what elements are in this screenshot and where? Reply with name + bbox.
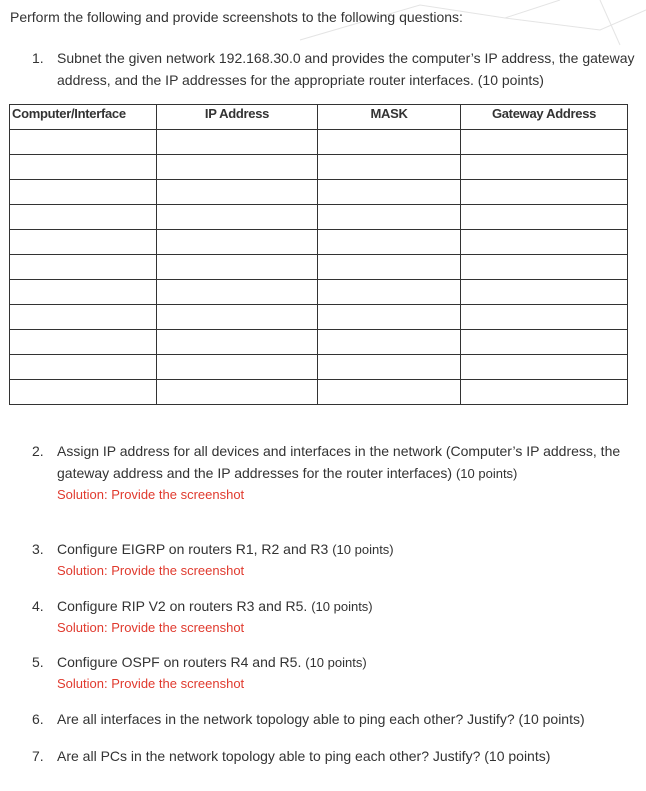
table-cell: [10, 330, 157, 355]
question-text: Assign IP address for all devices and interfaces in the network (Computer’s IP address, the gateway address and the IP addresses for the router interfaces): [57, 443, 621, 481]
table-row: [10, 305, 628, 330]
table-cell: [10, 255, 157, 280]
question-number: 4.: [32, 598, 44, 614]
table-cell: [461, 355, 628, 380]
question-text: Subnet the given network 192.168.30.0 and provides the computer’s IP address, the gateway address, and the IP addresses for the appropriate router interfaces. (10 points): [57, 50, 635, 88]
table-cell: [157, 230, 318, 255]
table-cell: [10, 205, 157, 230]
table-row: [10, 355, 628, 380]
table-cell: [10, 230, 157, 255]
table-cell: [10, 305, 157, 330]
table-cell: [157, 280, 318, 305]
question-number: 2.: [32, 443, 44, 459]
table-cell: [461, 330, 628, 355]
question-text: Are all PCs in the network topology able to ping each other? Justify? (10 points): [57, 748, 551, 764]
table-cell: [157, 180, 318, 205]
table-cell: [157, 255, 318, 280]
table-cell: [318, 355, 461, 380]
table-cell: [461, 155, 628, 180]
question-number: 7.: [32, 748, 44, 764]
question-text: Are all interfaces in the network topology able to ping each other? Justify? (10 points): [57, 711, 585, 727]
table-cell: [10, 155, 157, 180]
table-header-row: [10, 105, 628, 130]
table-cell: [157, 380, 318, 405]
solution-note: Solution: Provide the screenshot: [57, 620, 245, 635]
header-mask: MASK: [318, 105, 461, 130]
table-cell: [157, 205, 318, 230]
table-cell: [318, 205, 461, 230]
table-cell: [318, 180, 461, 205]
table-row: [10, 155, 628, 180]
table-row: [10, 130, 628, 155]
question-points: (10 points): [332, 542, 394, 557]
question-points: (10 points): [305, 655, 367, 670]
table-cell: [157, 155, 318, 180]
solution-note: Solution: Provide the screenshot: [57, 563, 245, 578]
table-cell: [157, 305, 318, 330]
intro-text: Perform the following and provide screenshots to the following questions:: [10, 9, 463, 25]
table-row: [10, 180, 628, 205]
table-row: [10, 380, 628, 405]
subnet-table: [9, 104, 628, 405]
table-cell: [318, 255, 461, 280]
table-cell: [461, 255, 628, 280]
table-cell: [461, 280, 628, 305]
table-cell: [157, 355, 318, 380]
table-cell: [10, 180, 157, 205]
table-cell: [318, 155, 461, 180]
table-cell: [318, 280, 461, 305]
table-cell: [318, 130, 461, 155]
question-points: (10 points): [455, 466, 518, 481]
table-cell: [157, 130, 318, 155]
solution-note: Solution: Provide the screenshot: [57, 487, 245, 502]
table-cell: [318, 230, 461, 255]
header-computer-interface: Computer/Interface: [10, 105, 157, 130]
question-number: 3.: [32, 541, 44, 557]
table-row: [10, 330, 628, 355]
table-row: [10, 205, 628, 230]
table-cell: [461, 230, 628, 255]
question-number: 6.: [32, 711, 44, 727]
question-points: (10 points): [311, 599, 373, 614]
table-row: [10, 280, 628, 305]
table-cell: [10, 280, 157, 305]
table-cell: [318, 305, 461, 330]
table-cell: [461, 205, 628, 230]
table-cell: [10, 355, 157, 380]
question-number: 5.: [32, 654, 44, 670]
table-cell: [461, 180, 628, 205]
table-cell: [157, 330, 318, 355]
table-cell: [461, 380, 628, 405]
table-row: [10, 255, 628, 280]
table-row: [10, 230, 628, 255]
table-cell: [318, 380, 461, 405]
question-number: 1.: [32, 50, 44, 66]
header-gateway-address: Gateway Address: [461, 105, 628, 130]
header-ip-address: IP Address: [157, 105, 318, 130]
question-text: Configure EIGRP on routers R1, R2 and R3: [57, 541, 329, 557]
table-cell: [461, 130, 628, 155]
question-text: Configure RIP V2 on routers R3 and R5.: [57, 598, 308, 614]
table-cell: [461, 305, 628, 330]
table-cell: [318, 330, 461, 355]
table-cell: [10, 130, 157, 155]
table-cell: [10, 380, 157, 405]
solution-note: Solution: Provide the screenshot: [57, 676, 245, 691]
question-text: Configure OSPF on routers R4 and R5.: [57, 654, 302, 670]
